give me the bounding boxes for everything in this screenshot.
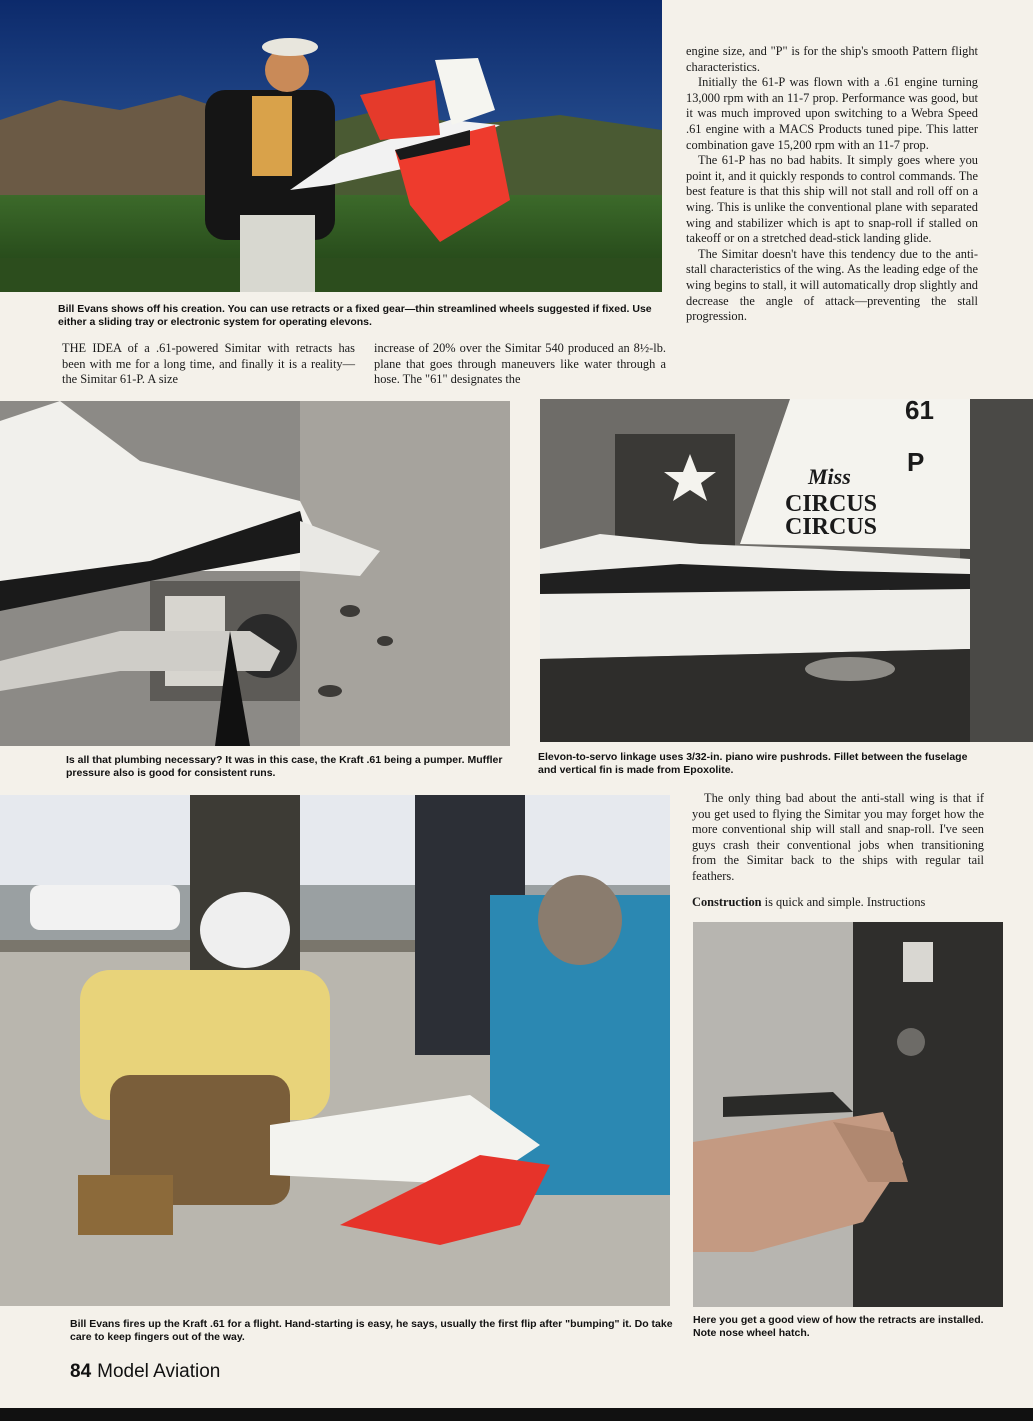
paragraph: Initially the 61-P was flown with a .61 engine turning 13,000 rpm with an 11-7 prop. Performance was good, but it was much improved upon switching to a Webra Speed .61 engine with a MACS Products tuned pipe. This latter combination gave 15,200 rpm with an 11-7 prop. — [686, 75, 978, 152]
caption-engine-photo: Is all that plumbing necessary? It was in this case, the Kraft .61 being a pumper. Muffler pressure also is good for consistent runs. — [66, 754, 503, 779]
caption-top-photo: Bill Evans shows off his creation. You can use retracts or a fixed gear—thin streamlined wheels suggested if fixed. Use either a sliding tray or electronic system for operating elevons. — [58, 303, 652, 328]
article-column-right-mid — [692, 791, 984, 910]
page-number: 84 — [70, 1361, 92, 1382]
article-column-1-intro — [62, 341, 355, 388]
construction-lead: Construction — [692, 894, 762, 909]
intro-paragraph: THE IDEA of a .61-powered Simitar with retracts has been with me for a long time, and finally it is a reality—the Simitar 61-P. A size — [62, 341, 355, 387]
fin-script: Miss — [808, 464, 851, 489]
caption-starting-photo: Bill Evans fires up the Kraft .61 for a flight. Hand-starting is easy, he says, usually the first flip after "bumping" it. Do take care to keep fingers out of the way. — [70, 1318, 673, 1343]
fin-circus-1: CIRCUS — [785, 491, 878, 517]
photo-retract-install — [693, 922, 1003, 1307]
paragraph: engine size, and "P" is for the ship's smooth Pattern flight characteristics. — [686, 44, 978, 74]
construction-paragraph — [692, 895, 984, 911]
paragraph: The Simitar doesn't have this tendency due to the anti-stall characteristics of the wing. As the leading edge of the wing begins to stall, it will automatically drop slightly and decrease the angle of attack—preventing the stall progression. — [686, 246, 978, 324]
article-column-2-intro — [374, 341, 666, 388]
article-column-right-top — [686, 44, 978, 325]
paragraph: The only thing bad about the anti-stall wing is that if you get used to flying the Simitar you may forget how the more conventional ship will stall and snap-roll. I've seen guys crash their conventional jobs when transitioning from the Simitar back to the ships with regular tail feathers. — [692, 791, 984, 883]
magazine-name: Model Aviation — [97, 1361, 221, 1382]
paragraph: The 61-P has no bad habits. It simply goes where you point it, and it quickly responds to control commands. The best feature is that this ship will not stall and roll off on a wing. This is unlike the conventional plane with separated wing and stabilizer which is apt to snap-roll if stalled on takeoff or on a stretched dead-stick landing glide. — [686, 153, 978, 246]
intro-paragraph-continued: increase of 20% over the Simitar 540 produced an 8½-lb. plane that goes through maneuvers like water through a hose. The "61" designates the — [374, 341, 666, 387]
page-footer — [70, 1361, 220, 1383]
photo-bill-evans-with-plane — [0, 0, 662, 292]
caption-retract-photo: Here you get a good view of how the retracts are installed. Note nose wheel hatch. — [693, 1314, 984, 1339]
construction-text: is quick and simple. Instructions — [761, 894, 926, 909]
caption-tail-photo: Elevon-to-servo linkage uses 3/32-in. piano wire pushrods. Fillet between the fuselage and vertical fin is made from Epoxolite. — [538, 751, 968, 776]
photo-starting-engine — [0, 795, 670, 1306]
photo-tail-closeup — [540, 399, 1033, 742]
fin-number: 61 — [905, 399, 934, 425]
page-edge-shadow — [0, 1408, 1033, 1421]
photo-engine-closeup — [0, 401, 510, 746]
fin-circus-2: CIRCUS — [785, 514, 878, 540]
fin-letter: P — [907, 447, 925, 477]
